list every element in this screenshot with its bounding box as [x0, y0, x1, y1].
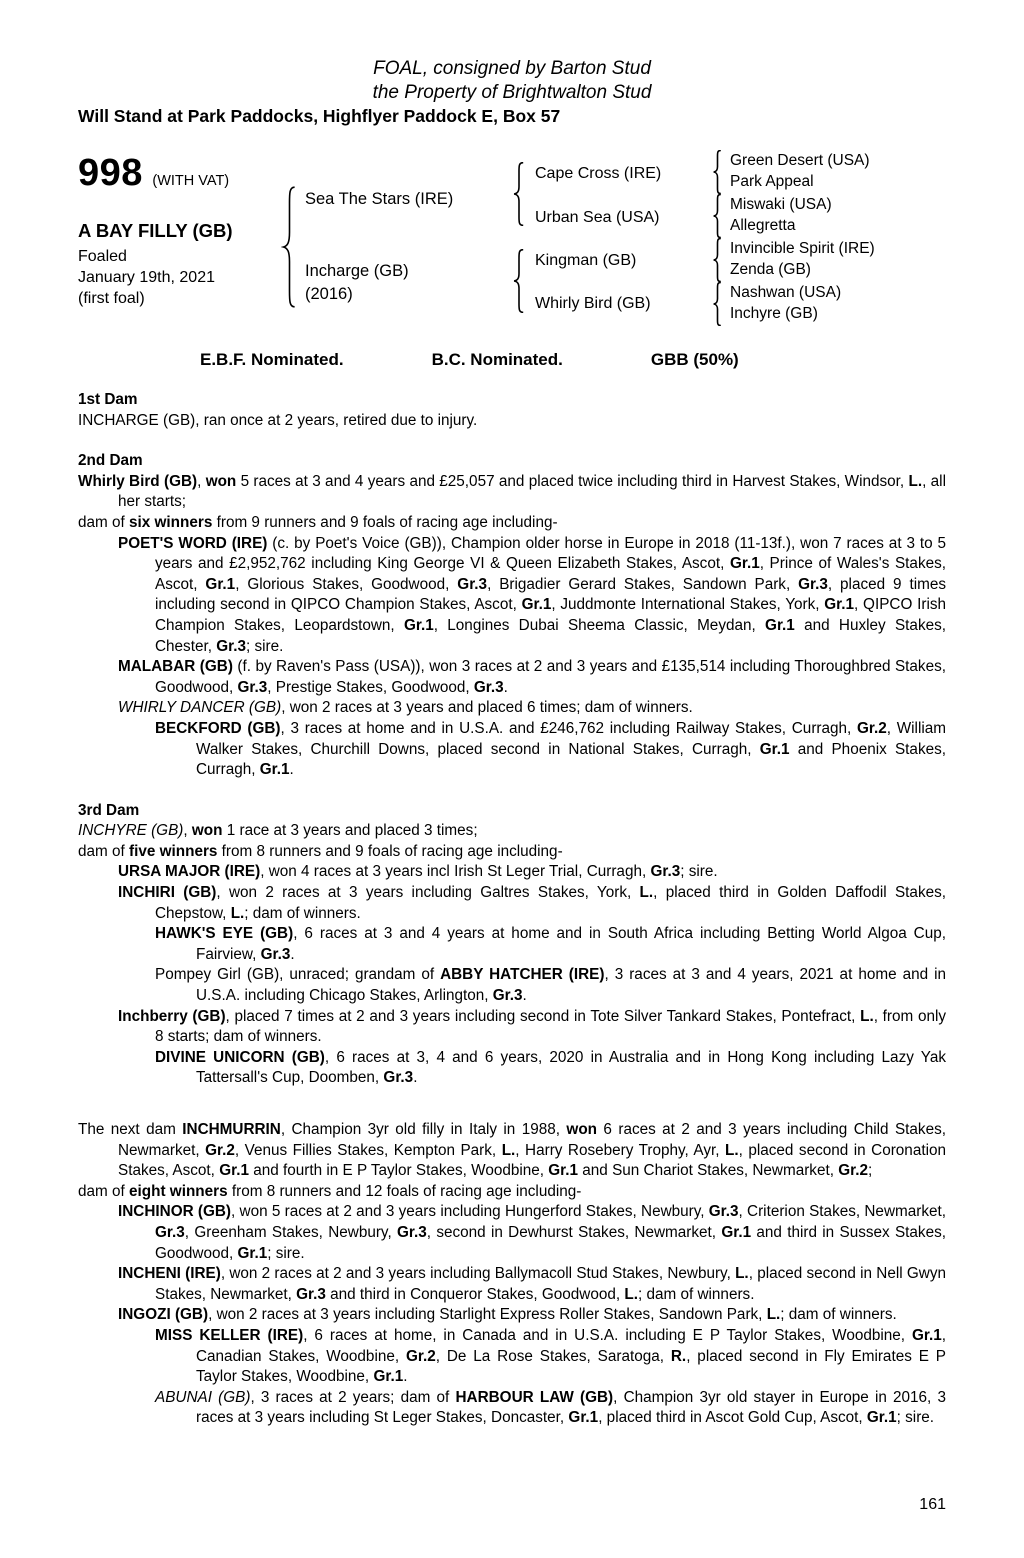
- pedigree-text-paragraph: INCHARGE (GB), ran once at 2 years, retired due to injury.: [78, 411, 478, 429]
- pedigree-brace-icon: [712, 238, 723, 282]
- pedigree-ancestor: Allegretta: [730, 217, 796, 234]
- pedigree-text-paragraph: ABUNAI (GB), 3 races at 2 years; dam of HARBOUR LAW (GB), Champion 3yr old stayer in Europe in 2016, 3 races at 3 years including St Leger Stakes, Doncaster, Gr.1, placed third in Ascot Gold Cup, Ascot, Gr.1; sire.: [155, 1388, 946, 1427]
- pedigree-brace-icon: [712, 194, 723, 238]
- pedigree-sire-name: Sea The Stars (IRE): [305, 190, 454, 208]
- ebf-nominated-label: E.B.F. Nominated.: [200, 350, 344, 369]
- pedigree-grandsire: Kingman (GB): [535, 252, 637, 269]
- pedigree-ancestor: Inchyre (GB): [730, 305, 818, 322]
- pedigree-ancestor: Green Desert (USA): [730, 152, 870, 169]
- pedigree-text-paragraph: INCHINOR (GB), won 5 races at 2 and 3 years including Hungerford Stakes, Newbury, Gr.3, Criterion Stakes, Newmarket, Gr.3, Greenham Stakes, Newbury, Gr.3, second in Dewhurst Stakes, Newmarket, Gr.1 and third in Sussex Stakes, Goodwood, Gr.1; sire.: [118, 1203, 946, 1262]
- pedigree-table: [78, 150, 946, 344]
- dam-sections: [78, 390, 946, 1429]
- pedigree-text-paragraph: Inchberry (GB), placed 7 times at 2 and 3 years including second in Tote Silver Tankard Stakes, Pontefract, L., from only 8 starts; dam of winners.: [118, 1007, 947, 1046]
- consignor-line: FOAL, consigned by Barton Stud: [373, 58, 651, 79]
- dam-heading: 1st Dam: [78, 391, 138, 408]
- first-foal-note: (first foal): [78, 290, 145, 307]
- pedigree-brace-icon: [712, 150, 723, 194]
- horse-name: A BAY FILLY (GB): [78, 220, 233, 241]
- pedigree-dam-name: Incharge (GB): [305, 262, 409, 280]
- pedigree-text-paragraph: dam of eight winners from 8 runners and 12 foals of racing age including-: [78, 1182, 582, 1200]
- pedigree-brace-icon: [712, 282, 723, 326]
- pedigree-text-paragraph: INGOZI (GB), won 2 races at 3 years including Starlight Express Roller Stakes, Sandown Park, L.; dam of winners.: [118, 1306, 897, 1324]
- pedigree-text-paragraph: MISS KELLER (IRE), 6 races at home, in Canada and in U.S.A. including E P Taylor Stakes, Woodbine, Gr.1, Canadian Stakes, Woodbine, Gr.2, De La Rose Stakes, Saratoga, R., placed second in Fly Emirates E P Taylor Stakes, Woodbine, Gr.1.: [155, 1326, 946, 1386]
- pedigree-text-paragraph: INCHENI (IRE), won 2 races at 2 and 3 years including Ballymacoll Stud Stakes, Newbury, L., placed second in Nell Gwyn Stakes, Newmarket, Gr.3 and third in Conqueror Stakes, Goodwood, L.; dam of winners.: [118, 1265, 946, 1303]
- foaled-label: Foaled: [78, 248, 127, 265]
- pedigree-text-paragraph: dam of six winners from 9 runners and 9 foals of racing age including-: [78, 513, 558, 531]
- page-header: [78, 0, 946, 128]
- dam-section: [78, 451, 946, 781]
- dam-section: [78, 390, 946, 431]
- pedigree-text-paragraph: INCHYRE (GB), won 1 race at 3 years and placed 3 times;: [78, 822, 478, 840]
- pedigree-granddam: Urban Sea (USA): [535, 209, 660, 226]
- pedigree-text-paragraph: INCHIRI (GB), won 2 races at 3 years including Galtres Stakes, York, L., placed third in Golden Daffodil Stakes, Chepstow, L.; dam of winners.: [118, 884, 946, 922]
- pedigree-dam-year: (2016): [305, 285, 353, 303]
- dam-heading: 2nd Dam: [78, 452, 143, 470]
- foaled-date: January 19th, 2021: [78, 269, 215, 286]
- property-line: the Property of Brightwalton Stud: [372, 82, 652, 103]
- pedigree-text-paragraph: URSA MAJOR (IRE), won 4 races at 3 years incl Irish St Leger Trial, Curragh, Gr.3; sire.: [118, 863, 718, 881]
- pedigree-text-paragraph: DIVINE UNICORN (GB), 6 races at 3, 4 and 6 years, 2020 in Australia and in Hong Kong including Lazy Yak Tattersall's Cup, Doomben, Gr.3.: [155, 1048, 946, 1087]
- dam-section: [78, 801, 946, 1089]
- pedigree-grandsire: Cape Cross (IRE): [535, 165, 662, 182]
- stand-location-line: Will Stand at Park Paddocks, Highflyer Paddock E, Box 57: [78, 106, 561, 126]
- pedigree-brace-icon: [281, 186, 298, 308]
- pedigree-ancestor: Invincible Spirit (IRE): [730, 240, 875, 257]
- lot-block: [78, 152, 229, 195]
- dam-section: [78, 1120, 946, 1429]
- pedigree-text-paragraph: WHIRLY DANCER (GB), won 2 races at 3 years and placed 6 times; dam of winners.: [118, 699, 693, 717]
- pedigree-ancestor: Zenda (GB): [730, 261, 811, 278]
- pedigree-brace-icon: [512, 162, 526, 226]
- lot-vat-note: (WITH VAT): [152, 173, 230, 189]
- pedigree-text-paragraph: BECKFORD (GB), 3 races at home and in U.S.A. and £246,762 including Railway Stakes, Curragh, Gr.2, William Walker Stakes, Churchill Downs, placed second in National Stakes, Curragh, Gr.1 and Phoenix Stakes, Curragh, Gr.1.: [155, 719, 946, 779]
- pedigree-text-paragraph: HAWK'S EYE (GB), 6 races at 3 and 4 years at home and in South Africa including Betting World Algoa Cup, Fairview, Gr.3.: [155, 925, 946, 963]
- pedigree-text-paragraph: POET'S WORD (IRE) (c. by Poet's Voice (GB)), Champion older horse in Europe in 2018 (11-13f.), won 7 races at 3 to 5 years and £2,952,762 including King George VI & Queen Elizabeth Stakes, Ascot, Gr.1, Prince of Wales's Stakes, Ascot, Gr.1, Glorious Stakes, Goodwood, Gr.3, Brigadier Gerard Stakes, Sandown Park, Gr.3, placed 9 times including second in QIPCO Champion Stakes, Ascot, Gr.1, Juddmonte International Stakes, York, Gr.1, QIPCO Irish Champion Stakes, Leopardstown, Gr.1, Longines Dubai Sheema Classic, Meydan, Gr.1 and Huxley Stakes, Chester, Gr.3; sire.: [118, 534, 947, 655]
- pedigree-brace-icon: [512, 249, 526, 313]
- pedigree-ancestor: Miswaki (USA): [730, 196, 832, 213]
- pedigree-ancestor: Park Appeal: [730, 173, 814, 190]
- dam-heading: 3rd Dam: [78, 801, 140, 819]
- gbb-label: GBB (50%): [650, 350, 739, 369]
- pedigree-text-paragraph: The next dam INCHMURRIN, Champion 3yr old filly in Italy in 1988, won 6 races at 2 and 3 years including Child Stakes, Newmarket, Gr.2, Venus Fillies Stakes, Kempton Park, L., Harry Rosebery Trophy, Ayr, L., placed second in Coronation Stakes, Ascot, Gr.1 and fourth in E P Taylor Stakes, Woodbine, Gr.1 and Sun Chariot Stakes, Newmarket, Gr.2;: [78, 1121, 946, 1180]
- nominations-line: [78, 350, 946, 370]
- pedigree-text-paragraph: dam of five winners from 8 runners and 9 foals of racing age including-: [78, 842, 563, 860]
- pedigree-text-paragraph: Pompey Girl (GB), unraced; grandam of ABBY HATCHER (IRE), 3 races at 3 and 4 years, 2021 at home and in U.S.A. including Chicago Stakes, Arlington, Gr.3.: [155, 966, 946, 1005]
- bc-nominated-label: B.C. Nominated.: [431, 350, 563, 369]
- pedigree-ancestor: Nashwan (USA): [730, 284, 842, 301]
- pedigree-text-paragraph: MALABAR (GB) (f. by Raven's Pass (USA)), won 3 races at 2 and 3 years and £135,514 including Thoroughbred Stakes, Goodwood, Gr.3, Prestige Stakes, Goodwood, Gr.3.: [118, 658, 946, 696]
- page-number: 161: [919, 1496, 946, 1513]
- pedigree-granddam: Whirly Bird (GB): [535, 295, 651, 312]
- pedigree-text-paragraph: Whirly Bird (GB), won 5 races at 3 and 4 years and £25,057 and placed twice including third in Harvest Stakes, Windsor, L., all her starts;: [78, 472, 946, 511]
- lot-number: 998: [78, 152, 143, 194]
